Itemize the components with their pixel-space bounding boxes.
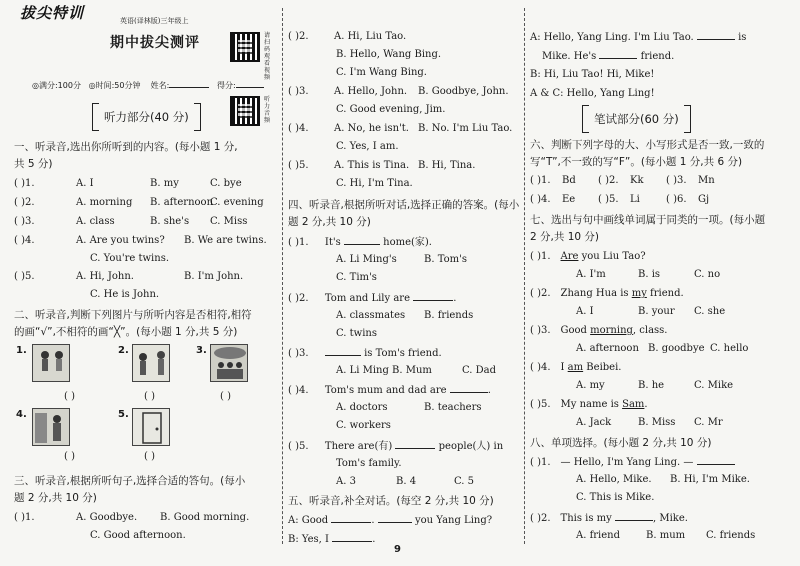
answer-paren[interactable]: ( )1.: [530, 457, 551, 468]
option: B. Goodbye, John.: [418, 86, 509, 97]
question-row: [288, 381, 491, 400]
section-3-title: 题 2 分,共 10 分): [14, 492, 97, 504]
option: A. Jack: [576, 417, 612, 428]
section-4-title: 题 2 分,共 10 分): [288, 216, 371, 228]
book-subtitle: 英语(译林版)三年级上: [120, 17, 189, 25]
picture-number: 5.: [118, 409, 129, 420]
question-row: [14, 194, 276, 212]
question-row: [530, 509, 688, 528]
score-field[interactable]: [236, 76, 264, 88]
option: A. Hello, Mike.: [576, 474, 652, 485]
answer-paren[interactable]: ( )5.: [288, 160, 309, 171]
answer-paren[interactable]: ( )2.: [530, 288, 551, 299]
option: A. morning: [76, 197, 133, 208]
written-heading: 笔试部分(60 分): [594, 112, 679, 126]
picture-greeting: [132, 344, 170, 382]
answer-paren[interactable]: ( ): [144, 451, 155, 462]
underlined-word: Are: [560, 251, 579, 262]
dialogue-text: .: [372, 534, 376, 545]
answer-paren[interactable]: ( )3.: [288, 86, 309, 97]
option: B. Good morning.: [160, 512, 250, 523]
letter-pair: Bd: [562, 175, 576, 186]
option: B. We are twins.: [184, 235, 267, 246]
dialogue-line: [530, 28, 746, 47]
option: B. Tom's: [424, 254, 467, 265]
section-7-title: 2 分,共 10 分): [530, 231, 599, 243]
option: B. afternoon: [150, 197, 214, 208]
option: A. friend: [576, 530, 621, 541]
section-8-title: 八、单项选择。(每小题 2 分,共 10 分): [530, 437, 712, 449]
question-row: [288, 83, 526, 101]
option: A. Hi, John.: [76, 271, 134, 282]
option: A. I'm: [576, 269, 606, 280]
answer-paren[interactable]: ( )4.: [530, 362, 551, 373]
option: C. I'm Wang Bing.: [336, 67, 427, 78]
dialogue-text: .: [371, 515, 375, 526]
answer-paren[interactable]: ( )1.: [530, 251, 551, 262]
underlined-word: am: [567, 362, 584, 373]
question-row: [288, 289, 456, 308]
option: C. workers: [336, 420, 391, 431]
dialogue-text: A: Good: [288, 515, 329, 526]
name-field[interactable]: [169, 76, 209, 88]
question-stem: .: [644, 399, 648, 410]
option: C. Good afternoon.: [90, 530, 186, 541]
question-stem: .: [453, 293, 457, 304]
question-stem: Good: [560, 325, 591, 336]
answer-blank[interactable]: [378, 511, 412, 523]
option: B. Hi, Tina.: [418, 160, 476, 171]
option: A. Li Ming: [336, 365, 389, 376]
letter-pair: Gj: [698, 194, 710, 205]
option: B. goodbye: [648, 343, 705, 354]
question-row: [14, 268, 276, 286]
option: C. 5: [454, 476, 475, 487]
option: B. Hello, Wang Bing.: [336, 49, 442, 60]
answer-paren[interactable]: ( ): [144, 391, 155, 402]
question-stem: — Hello, I'm Yang Ling. —: [560, 457, 694, 468]
answer-blank[interactable]: [395, 437, 435, 449]
dialogue-line: [288, 530, 375, 549]
answer-paren[interactable]: ( ): [220, 391, 231, 402]
dialogue-line: [288, 511, 492, 530]
answer-blank[interactable]: [344, 233, 380, 245]
question-row: [14, 232, 276, 250]
answer-blank[interactable]: [331, 511, 371, 523]
section-1-title: 共 5 分): [14, 158, 53, 170]
letter-pair: Mn: [698, 175, 715, 186]
question-row: [288, 344, 442, 363]
answer-paren[interactable]: ( )5.: [288, 441, 309, 452]
option: C. You're twins.: [90, 253, 169, 264]
option: B. No. I'm Liu Tao.: [418, 123, 513, 134]
question-row: [530, 453, 735, 472]
dialogue-text: B: Hi, Liu Tao! Hi, Mike!: [530, 69, 655, 80]
question-stem: Tom and Lily are: [324, 293, 410, 304]
question-stem: people(人) in: [438, 441, 504, 452]
section-1-title: 一、听录音,选出你所听到的内容。(每小题 1 分,: [14, 141, 238, 153]
option: B. my: [150, 178, 179, 189]
page-number: 9: [394, 544, 401, 555]
option: A. my: [576, 380, 605, 391]
answer-blank[interactable]: [413, 289, 453, 301]
option: C. bye: [210, 178, 242, 189]
option: A. 3: [336, 476, 356, 487]
picture-number: 4.: [16, 409, 27, 420]
question-stem: Beibei.: [583, 362, 622, 373]
answer-paren[interactable]: ( )4.: [288, 385, 309, 396]
option: C. Miss: [210, 216, 248, 227]
option: C. she: [694, 306, 726, 317]
answer-paren[interactable]: ( )2.: [288, 293, 309, 304]
option: B. I'm John.: [184, 271, 244, 282]
question-row: [288, 120, 526, 138]
answer-paren[interactable]: ( )4.: [288, 123, 309, 134]
answer-paren[interactable]: ( ): [64, 451, 75, 462]
name-label: 姓名:: [150, 81, 170, 90]
question-row: [530, 285, 684, 303]
answer-paren[interactable]: ( )3.: [530, 325, 551, 336]
question-stem: Zhang Hua is: [560, 288, 632, 299]
answer-paren[interactable]: ( )3.: [14, 216, 35, 227]
option: B. 4: [396, 476, 417, 487]
dialogue-text: A: Hello, Yang Ling. I'm Liu Tao.: [530, 32, 694, 43]
option: A. No, he isn't.: [334, 123, 409, 134]
answer-paren[interactable]: ( )5.: [598, 194, 619, 205]
section-3-title: 三、听录音,根据所听句子,选择合适的答句。(每小: [14, 475, 246, 487]
question-stem: , class.: [632, 325, 668, 336]
question-row: [288, 157, 526, 175]
option: A. Hi, Liu Tao.: [334, 31, 407, 42]
question-stem: It's: [324, 237, 341, 248]
column-3: [530, 0, 792, 566]
answer-paren[interactable]: ( )2.: [14, 197, 35, 208]
option: A. classmates: [336, 310, 406, 321]
option: C. Tim's: [336, 272, 377, 283]
question-stem: Tom's family.: [336, 458, 402, 469]
question-stem: There are(有): [324, 441, 393, 452]
column-1: [14, 0, 276, 566]
option: C. evening: [210, 197, 264, 208]
question-stem: My name is: [560, 399, 623, 410]
dialogue-line: [542, 47, 674, 66]
dialogue-text: B: Yes, I: [288, 534, 329, 545]
option: B. he: [638, 380, 665, 391]
option: A. Are you twins?: [76, 235, 165, 246]
option: B. Mum: [392, 365, 432, 376]
column-2: [288, 0, 526, 566]
option: C. Mr: [694, 417, 723, 428]
option: C. hello: [710, 343, 749, 354]
dialogue-text: Mike. He's: [542, 51, 597, 62]
option: C. Mike: [694, 380, 734, 391]
option: A. class: [76, 216, 115, 227]
time-limit: ◎时间:50分钟: [88, 81, 141, 90]
answer-paren[interactable]: ( )5.: [14, 271, 35, 282]
question-stem: you Liu Tao?: [578, 251, 646, 262]
qr-code-icon: [230, 96, 260, 126]
question-row: [14, 175, 276, 193]
question-row: [14, 213, 276, 231]
option: A. This is Tina.: [334, 160, 410, 171]
dialogue-text: A & C: Hello, Yang Ling!: [530, 88, 655, 99]
option: C. He is John.: [90, 289, 160, 300]
question-row: [14, 509, 276, 527]
question-row: [530, 248, 646, 266]
column-divider: [282, 8, 283, 544]
underlined-word: Sam: [622, 399, 645, 410]
picture-family: [210, 344, 248, 382]
answer-paren[interactable]: ( )1.: [530, 175, 551, 186]
letter-pair: Ee: [562, 194, 576, 205]
brand-logo: 拔尖特训: [20, 4, 85, 22]
exam-title: 期中拔尖测评: [110, 35, 200, 51]
letter-pair: Li: [630, 194, 640, 205]
section-6-title: 写“T”,不一致的写“F”。(每小题 1 分,共 6 分): [530, 156, 743, 168]
underlined-word: morning: [590, 325, 633, 336]
question-stem: home(家).: [383, 237, 432, 248]
question-stem: Tom's mum and dad are: [324, 385, 447, 396]
option: C. Good evening, Jim.: [336, 104, 446, 115]
picture-girls: [32, 344, 70, 382]
score-meta: [32, 76, 264, 95]
question-stem: , Mike.: [652, 513, 688, 524]
answer-paren[interactable]: ( )2.: [598, 175, 619, 186]
option: B. Miss: [638, 417, 676, 428]
picture-number: 2.: [118, 345, 129, 356]
option: B. your: [638, 306, 675, 317]
question-stem: friend.: [646, 288, 684, 299]
option: A. afternoon: [576, 343, 639, 354]
answer-blank[interactable]: [332, 530, 372, 542]
picture-doctor: [32, 408, 70, 446]
question-row: [530, 359, 621, 377]
answer-paren[interactable]: ( )3.: [288, 348, 309, 359]
question-stem: .: [487, 385, 491, 396]
question-row: [288, 437, 503, 456]
score-label: 得分:: [216, 81, 236, 90]
option: B. is: [638, 269, 661, 280]
option: B. Hi, I'm Mike.: [670, 474, 750, 485]
section-6-title: 六、判断下列字母的大、小写形式是否一致,一致的: [530, 139, 765, 151]
answer-blank[interactable]: [697, 453, 735, 465]
picture-door: [132, 408, 170, 446]
listening-heading: 听力部分(40 分): [104, 110, 189, 124]
full-score: ◎满分:100分: [32, 81, 81, 90]
question-row: [530, 396, 648, 414]
question-row: [288, 233, 432, 252]
dialogue-text: is: [738, 32, 747, 43]
option: B. mum: [646, 530, 686, 541]
answer-paren[interactable]: ( )6.: [666, 194, 687, 205]
option: B. she's: [150, 216, 190, 227]
answer-blank[interactable]: [325, 344, 361, 356]
question-row: [530, 322, 667, 340]
option: A. Hello, John.: [334, 86, 408, 97]
answer-paren[interactable]: ( ): [64, 391, 75, 402]
answer-paren[interactable]: ( )3.: [666, 175, 687, 186]
answer-paren[interactable]: ( )5.: [530, 399, 551, 410]
answer-blank[interactable]: [615, 509, 653, 521]
picture-number: 3.: [196, 345, 207, 356]
dialogue-text: friend.: [640, 51, 675, 62]
question-row: [288, 28, 526, 46]
answer-paren[interactable]: ( )1.: [288, 237, 309, 248]
question-stem: This is my: [560, 513, 612, 524]
option: C. Dad: [462, 365, 497, 376]
answer-paren[interactable]: ( )2.: [530, 513, 551, 524]
option: A. doctors: [336, 402, 388, 413]
dialogue-text: you Yang Ling?: [414, 515, 493, 526]
section-5-title: 五、听录音,补全对话。(每空 2 分,共 10 分): [288, 495, 494, 507]
question-stem: is Tom's friend.: [364, 348, 442, 359]
answer-paren[interactable]: ( )2.: [288, 31, 309, 42]
question-stem: I: [560, 362, 568, 373]
option: A. I: [576, 306, 594, 317]
option: A. Li Ming's: [336, 254, 397, 265]
answer-paren[interactable]: ( )4.: [530, 194, 551, 205]
underlined-word: my: [631, 288, 647, 299]
answer-paren[interactable]: ( )1.: [14, 512, 35, 523]
picture-number: 1.: [16, 345, 27, 356]
qr-label: 听力音频: [264, 96, 271, 124]
option: B. friends: [424, 310, 474, 321]
option: C. friends: [706, 530, 756, 541]
option: C. Yes, I am.: [336, 141, 399, 152]
section-2-title: 二、听录音,判断下列图片与所听内容是否相符,相符: [14, 309, 252, 321]
answer-blank[interactable]: [450, 381, 488, 393]
answer-paren[interactable]: ( )4.: [14, 235, 35, 246]
section-4-title: 四、听录音,根据所听对话,选择正确的答案。(每小: [288, 199, 520, 211]
qr-label: 请扫码观看视频: [264, 32, 271, 81]
letter-pair: Kk: [630, 175, 644, 186]
option: C. This is Mike.: [576, 492, 655, 503]
option: C. Hi, I'm Tina.: [336, 178, 413, 189]
option: A. I: [76, 178, 94, 189]
option: C. no: [694, 269, 721, 280]
answer-paren[interactable]: ( )1.: [14, 178, 35, 189]
option: A. Goodbye.: [76, 512, 138, 523]
section-7-title: 七、选出与句中画线单词属于同类的一项。(每小题: [530, 214, 766, 226]
option: B. teachers: [424, 402, 482, 413]
qr-code-icon: [230, 32, 260, 62]
section-2-title: 的画“√”,不相符的画“╳”。(每小题 1 分,共 5 分): [14, 326, 238, 338]
answer-blank[interactable]: [599, 47, 637, 59]
option: C. twins: [336, 328, 378, 339]
answer-blank[interactable]: [697, 28, 735, 40]
